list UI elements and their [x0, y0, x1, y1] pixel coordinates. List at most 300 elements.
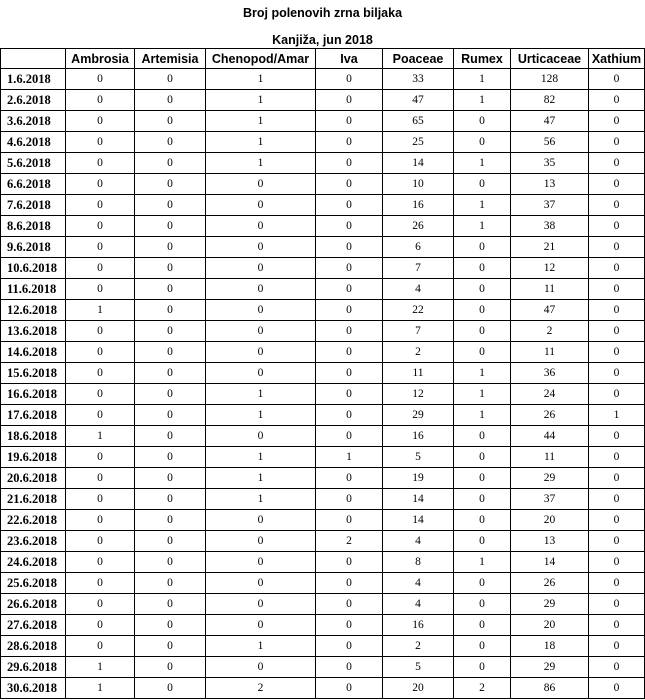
- cell-poaceae[interactable]: 29: [383, 405, 454, 426]
- cell-chenopod-amar[interactable]: 2: [206, 678, 316, 699]
- cell-artemisia[interactable]: 0: [135, 363, 206, 384]
- cell-ambrosia[interactable]: 0: [66, 195, 135, 216]
- cell-rumex[interactable]: 2: [454, 678, 511, 699]
- table-row: [1, 342, 645, 363]
- cell-ambrosia[interactable]: 0: [66, 573, 135, 594]
- cell-iva[interactable]: 0: [316, 342, 383, 363]
- table-row: [1, 195, 645, 216]
- header-cell-urticaceae[interactable]: Urticaceae: [511, 49, 589, 69]
- cell-artemisia[interactable]: 0: [135, 573, 206, 594]
- cell-iva[interactable]: 0: [316, 300, 383, 321]
- cell-artemisia[interactable]: 0: [135, 90, 206, 111]
- cell-urticaceae[interactable]: 11: [511, 342, 589, 363]
- cell-poaceae[interactable]: 5: [383, 447, 454, 468]
- cell-rumex[interactable]: 1: [454, 363, 511, 384]
- cell-xathium[interactable]: 0: [589, 153, 645, 174]
- table-row: [1, 258, 645, 279]
- cell-ambrosia[interactable]: 0: [66, 153, 135, 174]
- cell-urticaceae[interactable]: 13: [511, 531, 589, 552]
- cell-xathium[interactable]: 0: [589, 447, 645, 468]
- cell-chenopod-amar[interactable]: 0: [206, 279, 316, 300]
- cell-rumex[interactable]: 1: [454, 552, 511, 573]
- cell-urticaceae[interactable]: 47: [511, 111, 589, 132]
- cell-date[interactable]: 19.6.2018: [1, 447, 66, 468]
- cell-rumex[interactable]: 0: [454, 237, 511, 258]
- cell-iva[interactable]: 0: [316, 321, 383, 342]
- cell-rumex[interactable]: 0: [454, 300, 511, 321]
- cell-ambrosia[interactable]: 0: [66, 447, 135, 468]
- cell-xathium[interactable]: 0: [589, 468, 645, 489]
- cell-xathium[interactable]: 0: [589, 216, 645, 237]
- cell-xathium[interactable]: 0: [589, 342, 645, 363]
- table-row: [1, 468, 645, 489]
- cell-date[interactable]: 16.6.2018: [1, 384, 66, 405]
- cell-urticaceae[interactable]: 21: [511, 237, 589, 258]
- cell-rumex[interactable]: 0: [454, 636, 511, 657]
- cell-chenopod-amar[interactable]: 1: [206, 384, 316, 405]
- cell-urticaceae[interactable]: 2: [511, 321, 589, 342]
- cell-iva[interactable]: 0: [316, 153, 383, 174]
- table-row: [1, 426, 645, 447]
- cell-iva[interactable]: 0: [316, 363, 383, 384]
- cell-ambrosia[interactable]: 0: [66, 258, 135, 279]
- cell-chenopod-amar[interactable]: 0: [206, 573, 316, 594]
- cell-artemisia[interactable]: 0: [135, 405, 206, 426]
- cell-artemisia[interactable]: 0: [135, 258, 206, 279]
- cell-urticaceae[interactable]: 20: [511, 615, 589, 636]
- cell-date[interactable]: 4.6.2018: [1, 132, 66, 153]
- cell-rumex[interactable]: 0: [454, 279, 511, 300]
- cell-date[interactable]: 21.6.2018: [1, 489, 66, 510]
- cell-date[interactable]: 17.6.2018: [1, 405, 66, 426]
- cell-chenopod-amar[interactable]: 1: [206, 69, 316, 90]
- cell-poaceae[interactable]: 7: [383, 321, 454, 342]
- cell-rumex[interactable]: 1: [454, 216, 511, 237]
- cell-iva[interactable]: 2: [316, 531, 383, 552]
- cell-ambrosia[interactable]: 0: [66, 279, 135, 300]
- cell-urticaceae[interactable]: 29: [511, 468, 589, 489]
- cell-poaceae[interactable]: 26: [383, 216, 454, 237]
- cell-xathium[interactable]: 0: [589, 195, 645, 216]
- cell-poaceae[interactable]: 14: [383, 153, 454, 174]
- cell-chenopod-amar[interactable]: 0: [206, 237, 316, 258]
- cell-xathium[interactable]: 0: [589, 489, 645, 510]
- cell-ambrosia[interactable]: 0: [66, 216, 135, 237]
- cell-artemisia[interactable]: 0: [135, 426, 206, 447]
- cell-xathium[interactable]: 0: [589, 552, 645, 573]
- cell-iva[interactable]: 0: [316, 657, 383, 678]
- cell-date[interactable]: 15.6.2018: [1, 363, 66, 384]
- cell-artemisia[interactable]: 0: [135, 678, 206, 699]
- cell-date[interactable]: 12.6.2018: [1, 300, 66, 321]
- cell-poaceae[interactable]: 4: [383, 594, 454, 615]
- cell-urticaceae[interactable]: 26: [511, 405, 589, 426]
- cell-artemisia[interactable]: 0: [135, 69, 206, 90]
- cell-iva[interactable]: 0: [316, 258, 383, 279]
- table-row: [1, 237, 645, 258]
- cell-urticaceae[interactable]: 37: [511, 195, 589, 216]
- cell-chenopod-amar[interactable]: 0: [206, 426, 316, 447]
- cell-rumex[interactable]: 0: [454, 510, 511, 531]
- cell-date[interactable]: 25.6.2018: [1, 573, 66, 594]
- cell-artemisia[interactable]: 0: [135, 594, 206, 615]
- cell-xathium[interactable]: 0: [589, 594, 645, 615]
- cell-date[interactable]: 9.6.2018: [1, 237, 66, 258]
- cell-xathium[interactable]: 0: [589, 426, 645, 447]
- cell-urticaceae[interactable]: 29: [511, 594, 589, 615]
- table-row: [1, 405, 645, 426]
- cell-artemisia[interactable]: 0: [135, 300, 206, 321]
- table-row: [1, 321, 645, 342]
- cell-date[interactable]: 28.6.2018: [1, 636, 66, 657]
- cell-rumex[interactable]: 0: [454, 321, 511, 342]
- cell-xathium[interactable]: 0: [589, 258, 645, 279]
- cell-iva[interactable]: 0: [316, 426, 383, 447]
- cell-artemisia[interactable]: 0: [135, 384, 206, 405]
- cell-chenopod-amar[interactable]: 0: [206, 657, 316, 678]
- cell-urticaceae[interactable]: 128: [511, 69, 589, 90]
- cell-rumex[interactable]: 1: [454, 153, 511, 174]
- cell-urticaceae[interactable]: 44: [511, 426, 589, 447]
- pollen-count-table: [0, 48, 645, 699]
- cell-urticaceae[interactable]: 38: [511, 216, 589, 237]
- cell-urticaceae[interactable]: 20: [511, 510, 589, 531]
- cell-rumex[interactable]: 0: [454, 258, 511, 279]
- table-row: [1, 363, 645, 384]
- cell-ambrosia[interactable]: 0: [66, 174, 135, 195]
- cell-poaceae[interactable]: 20: [383, 678, 454, 699]
- cell-rumex[interactable]: 1: [454, 195, 511, 216]
- cell-urticaceae[interactable]: 47: [511, 300, 589, 321]
- cell-iva[interactable]: 0: [316, 594, 383, 615]
- cell-chenopod-amar[interactable]: 1: [206, 636, 316, 657]
- cell-urticaceae[interactable]: 29: [511, 657, 589, 678]
- cell-urticaceae[interactable]: 11: [511, 279, 589, 300]
- header-cell-rumex[interactable]: Rumex: [454, 49, 511, 69]
- cell-ambrosia[interactable]: 1: [66, 678, 135, 699]
- cell-artemisia[interactable]: 0: [135, 531, 206, 552]
- cell-date[interactable]: 20.6.2018: [1, 468, 66, 489]
- cell-xathium[interactable]: 0: [589, 300, 645, 321]
- cell-rumex[interactable]: 1: [454, 405, 511, 426]
- table-body: [1, 69, 645, 699]
- cell-date[interactable]: 18.6.2018: [1, 426, 66, 447]
- cell-poaceae[interactable]: 6: [383, 237, 454, 258]
- cell-date[interactable]: 23.6.2018: [1, 531, 66, 552]
- cell-chenopod-amar[interactable]: 0: [206, 615, 316, 636]
- cell-rumex[interactable]: 0: [454, 132, 511, 153]
- cell-urticaceae[interactable]: 11: [511, 447, 589, 468]
- cell-poaceae[interactable]: 4: [383, 573, 454, 594]
- cell-artemisia[interactable]: 0: [135, 195, 206, 216]
- cell-iva[interactable]: 0: [316, 279, 383, 300]
- cell-ambrosia[interactable]: 0: [66, 321, 135, 342]
- cell-xathium[interactable]: 0: [589, 237, 645, 258]
- cell-poaceae[interactable]: 4: [383, 531, 454, 552]
- cell-iva[interactable]: 0: [316, 678, 383, 699]
- cell-iva[interactable]: 0: [316, 405, 383, 426]
- cell-ambrosia[interactable]: 0: [66, 237, 135, 258]
- cell-poaceae[interactable]: 4: [383, 279, 454, 300]
- cell-ambrosia[interactable]: 0: [66, 636, 135, 657]
- cell-artemisia[interactable]: 0: [135, 174, 206, 195]
- cell-artemisia[interactable]: 0: [135, 153, 206, 174]
- cell-ambrosia[interactable]: 1: [66, 426, 135, 447]
- cell-poaceae[interactable]: 7: [383, 258, 454, 279]
- cell-date[interactable]: 5.6.2018: [1, 153, 66, 174]
- cell-iva[interactable]: 0: [316, 510, 383, 531]
- cell-artemisia[interactable]: 0: [135, 510, 206, 531]
- cell-ambrosia[interactable]: 0: [66, 468, 135, 489]
- cell-xathium[interactable]: 0: [589, 531, 645, 552]
- cell-poaceae[interactable]: 14: [383, 510, 454, 531]
- cell-iva[interactable]: 0: [316, 615, 383, 636]
- cell-rumex[interactable]: 0: [454, 468, 511, 489]
- cell-urticaceae[interactable]: 86: [511, 678, 589, 699]
- header-cell-chenopod-amar[interactable]: Chenopod/Amar: [206, 49, 316, 69]
- cell-ambrosia[interactable]: 0: [66, 69, 135, 90]
- cell-date[interactable]: 10.6.2018: [1, 258, 66, 279]
- cell-xathium[interactable]: 0: [589, 90, 645, 111]
- cell-urticaceae[interactable]: 26: [511, 573, 589, 594]
- cell-artemisia[interactable]: 0: [135, 111, 206, 132]
- cell-ambrosia[interactable]: 0: [66, 132, 135, 153]
- cell-chenopod-amar[interactable]: 0: [206, 531, 316, 552]
- cell-xathium[interactable]: 0: [589, 678, 645, 699]
- cell-date[interactable]: 3.6.2018: [1, 111, 66, 132]
- cell-date[interactable]: 22.6.2018: [1, 510, 66, 531]
- cell-iva[interactable]: 0: [316, 111, 383, 132]
- cell-urticaceae[interactable]: 82: [511, 90, 589, 111]
- cell-poaceae[interactable]: 16: [383, 426, 454, 447]
- cell-chenopod-amar[interactable]: 1: [206, 153, 316, 174]
- cell-date[interactable]: 11.6.2018: [1, 279, 66, 300]
- cell-date[interactable]: 14.6.2018: [1, 342, 66, 363]
- cell-ambrosia[interactable]: 0: [66, 489, 135, 510]
- cell-chenopod-amar[interactable]: 0: [206, 510, 316, 531]
- cell-iva[interactable]: 0: [316, 195, 383, 216]
- cell-xathium[interactable]: 0: [589, 69, 645, 90]
- cell-ambrosia[interactable]: 0: [66, 90, 135, 111]
- cell-rumex[interactable]: 1: [454, 90, 511, 111]
- cell-urticaceae[interactable]: 56: [511, 132, 589, 153]
- cell-chenopod-amar[interactable]: 0: [206, 594, 316, 615]
- cell-date[interactable]: 24.6.2018: [1, 552, 66, 573]
- cell-urticaceae[interactable]: 18: [511, 636, 589, 657]
- cell-artemisia[interactable]: 0: [135, 237, 206, 258]
- cell-chenopod-amar[interactable]: 0: [206, 342, 316, 363]
- cell-poaceae[interactable]: 33: [383, 69, 454, 90]
- cell-chenopod-amar[interactable]: 1: [206, 405, 316, 426]
- cell-chenopod-amar[interactable]: 0: [206, 363, 316, 384]
- cell-chenopod-amar[interactable]: 0: [206, 321, 316, 342]
- cell-artemisia[interactable]: 0: [135, 342, 206, 363]
- cell-xathium[interactable]: 0: [589, 132, 645, 153]
- header-cell-iva[interactable]: Iva: [316, 49, 383, 69]
- cell-chenopod-amar[interactable]: 1: [206, 90, 316, 111]
- cell-poaceae[interactable]: 65: [383, 111, 454, 132]
- cell-ambrosia[interactable]: 0: [66, 111, 135, 132]
- cell-poaceae[interactable]: 10: [383, 174, 454, 195]
- cell-poaceae[interactable]: 22: [383, 300, 454, 321]
- cell-chenopod-amar[interactable]: 0: [206, 216, 316, 237]
- cell-poaceae[interactable]: 47: [383, 90, 454, 111]
- cell-date[interactable]: 13.6.2018: [1, 321, 66, 342]
- cell-ambrosia[interactable]: 1: [66, 657, 135, 678]
- cell-ambrosia[interactable]: 0: [66, 342, 135, 363]
- table-row: [1, 657, 645, 678]
- cell-artemisia[interactable]: 0: [135, 279, 206, 300]
- cell-artemisia[interactable]: 0: [135, 552, 206, 573]
- cell-date[interactable]: 2.6.2018: [1, 90, 66, 111]
- cell-poaceae[interactable]: 8: [383, 552, 454, 573]
- cell-date[interactable]: 6.6.2018: [1, 174, 66, 195]
- cell-chenopod-amar[interactable]: 1: [206, 468, 316, 489]
- cell-chenopod-amar[interactable]: 1: [206, 111, 316, 132]
- cell-iva[interactable]: 0: [316, 489, 383, 510]
- cell-xathium[interactable]: 0: [589, 321, 645, 342]
- cell-iva[interactable]: 0: [316, 132, 383, 153]
- cell-xathium[interactable]: 0: [589, 363, 645, 384]
- cell-chenopod-amar[interactable]: 0: [206, 300, 316, 321]
- cell-date[interactable]: 26.6.2018: [1, 594, 66, 615]
- cell-ambrosia[interactable]: 0: [66, 363, 135, 384]
- cell-urticaceae[interactable]: 37: [511, 489, 589, 510]
- table-row: [1, 552, 645, 573]
- cell-xathium[interactable]: 0: [589, 657, 645, 678]
- cell-rumex[interactable]: 0: [454, 657, 511, 678]
- cell-chenopod-amar[interactable]: 1: [206, 447, 316, 468]
- cell-poaceae[interactable]: 2: [383, 342, 454, 363]
- cell-urticaceae[interactable]: 13: [511, 174, 589, 195]
- cell-urticaceae[interactable]: 14: [511, 552, 589, 573]
- cell-date[interactable]: 27.6.2018: [1, 615, 66, 636]
- cell-poaceae[interactable]: 5: [383, 657, 454, 678]
- cell-xathium[interactable]: 0: [589, 510, 645, 531]
- cell-date[interactable]: 30.6.2018: [1, 678, 66, 699]
- table-row: [1, 279, 645, 300]
- cell-xathium[interactable]: 0: [589, 573, 645, 594]
- cell-rumex[interactable]: 0: [454, 174, 511, 195]
- cell-urticaceae[interactable]: 36: [511, 363, 589, 384]
- cell-ambrosia[interactable]: 0: [66, 552, 135, 573]
- table-row: [1, 678, 645, 699]
- cell-artemisia[interactable]: 0: [135, 615, 206, 636]
- cell-iva[interactable]: 0: [316, 552, 383, 573]
- cell-chenopod-amar[interactable]: 1: [206, 132, 316, 153]
- cell-iva[interactable]: 0: [316, 468, 383, 489]
- cell-chenopod-amar[interactable]: 0: [206, 552, 316, 573]
- cell-iva[interactable]: 1: [316, 447, 383, 468]
- cell-chenopod-amar[interactable]: 1: [206, 489, 316, 510]
- cell-ambrosia[interactable]: 1: [66, 300, 135, 321]
- cell-poaceae[interactable]: 14: [383, 489, 454, 510]
- table-row: [1, 69, 645, 90]
- cell-rumex[interactable]: 0: [454, 342, 511, 363]
- cell-rumex[interactable]: 0: [454, 426, 511, 447]
- cell-artemisia[interactable]: 0: [135, 321, 206, 342]
- cell-artemisia[interactable]: 0: [135, 132, 206, 153]
- cell-rumex[interactable]: 1: [454, 384, 511, 405]
- table-row: [1, 153, 645, 174]
- cell-iva[interactable]: 0: [316, 174, 383, 195]
- cell-urticaceae[interactable]: 12: [511, 258, 589, 279]
- cell-rumex[interactable]: 1: [454, 69, 511, 90]
- cell-rumex[interactable]: 0: [454, 447, 511, 468]
- cell-poaceae[interactable]: 2: [383, 636, 454, 657]
- cell-date[interactable]: 7.6.2018: [1, 195, 66, 216]
- cell-ambrosia[interactable]: 0: [66, 531, 135, 552]
- cell-rumex[interactable]: 0: [454, 573, 511, 594]
- sheet-subtitle: Kanjiža, jun 2018: [272, 33, 373, 47]
- cell-iva[interactable]: 0: [316, 69, 383, 90]
- cell-artemisia[interactable]: 0: [135, 216, 206, 237]
- cell-iva[interactable]: 0: [316, 90, 383, 111]
- cell-xathium[interactable]: 0: [589, 615, 645, 636]
- cell-xathium[interactable]: 0: [589, 279, 645, 300]
- cell-urticaceae[interactable]: 24: [511, 384, 589, 405]
- header-cell-artemisia[interactable]: Artemisia: [135, 49, 206, 69]
- cell-poaceae[interactable]: 16: [383, 195, 454, 216]
- header-cell-date[interactable]: [1, 49, 66, 69]
- header-cell-xathium[interactable]: Xathium: [589, 49, 645, 69]
- cell-rumex[interactable]: 0: [454, 489, 511, 510]
- table-row: [1, 573, 645, 594]
- cell-rumex[interactable]: 0: [454, 111, 511, 132]
- cell-poaceae[interactable]: 11: [383, 363, 454, 384]
- cell-iva[interactable]: 0: [316, 636, 383, 657]
- cell-xathium[interactable]: 0: [589, 384, 645, 405]
- cell-poaceae[interactable]: 25: [383, 132, 454, 153]
- header-cell-poaceae[interactable]: Poaceae: [383, 49, 454, 69]
- cell-chenopod-amar[interactable]: 0: [206, 195, 316, 216]
- cell-xathium[interactable]: 0: [589, 174, 645, 195]
- cell-ambrosia[interactable]: 0: [66, 510, 135, 531]
- cell-poaceae[interactable]: 19: [383, 468, 454, 489]
- cell-artemisia[interactable]: 0: [135, 657, 206, 678]
- cell-ambrosia[interactable]: 0: [66, 384, 135, 405]
- cell-artemisia[interactable]: 0: [135, 489, 206, 510]
- cell-iva[interactable]: 0: [316, 384, 383, 405]
- cell-iva[interactable]: 0: [316, 216, 383, 237]
- cell-artemisia[interactable]: 0: [135, 636, 206, 657]
- cell-chenopod-amar[interactable]: 0: [206, 174, 316, 195]
- cell-rumex[interactable]: 0: [454, 615, 511, 636]
- cell-artemisia[interactable]: 0: [135, 468, 206, 489]
- header-cell-ambrosia[interactable]: Ambrosia: [66, 49, 135, 69]
- cell-date[interactable]: 1.6.2018: [1, 69, 66, 90]
- cell-poaceae[interactable]: 16: [383, 615, 454, 636]
- cell-urticaceae[interactable]: 35: [511, 153, 589, 174]
- cell-iva[interactable]: 0: [316, 573, 383, 594]
- cell-ambrosia[interactable]: 0: [66, 594, 135, 615]
- cell-rumex[interactable]: 0: [454, 594, 511, 615]
- cell-date[interactable]: 29.6.2018: [1, 657, 66, 678]
- cell-artemisia[interactable]: 0: [135, 447, 206, 468]
- cell-ambrosia[interactable]: 0: [66, 405, 135, 426]
- table-row: [1, 447, 645, 468]
- cell-xathium[interactable]: 1: [589, 405, 645, 426]
- cell-rumex[interactable]: 0: [454, 531, 511, 552]
- cell-date[interactable]: 8.6.2018: [1, 216, 66, 237]
- cell-ambrosia[interactable]: 0: [66, 615, 135, 636]
- cell-poaceae[interactable]: 12: [383, 384, 454, 405]
- cell-iva[interactable]: 0: [316, 237, 383, 258]
- cell-xathium[interactable]: 0: [589, 111, 645, 132]
- cell-xathium[interactable]: 0: [589, 636, 645, 657]
- table-row: [1, 489, 645, 510]
- cell-chenopod-amar[interactable]: 0: [206, 258, 316, 279]
